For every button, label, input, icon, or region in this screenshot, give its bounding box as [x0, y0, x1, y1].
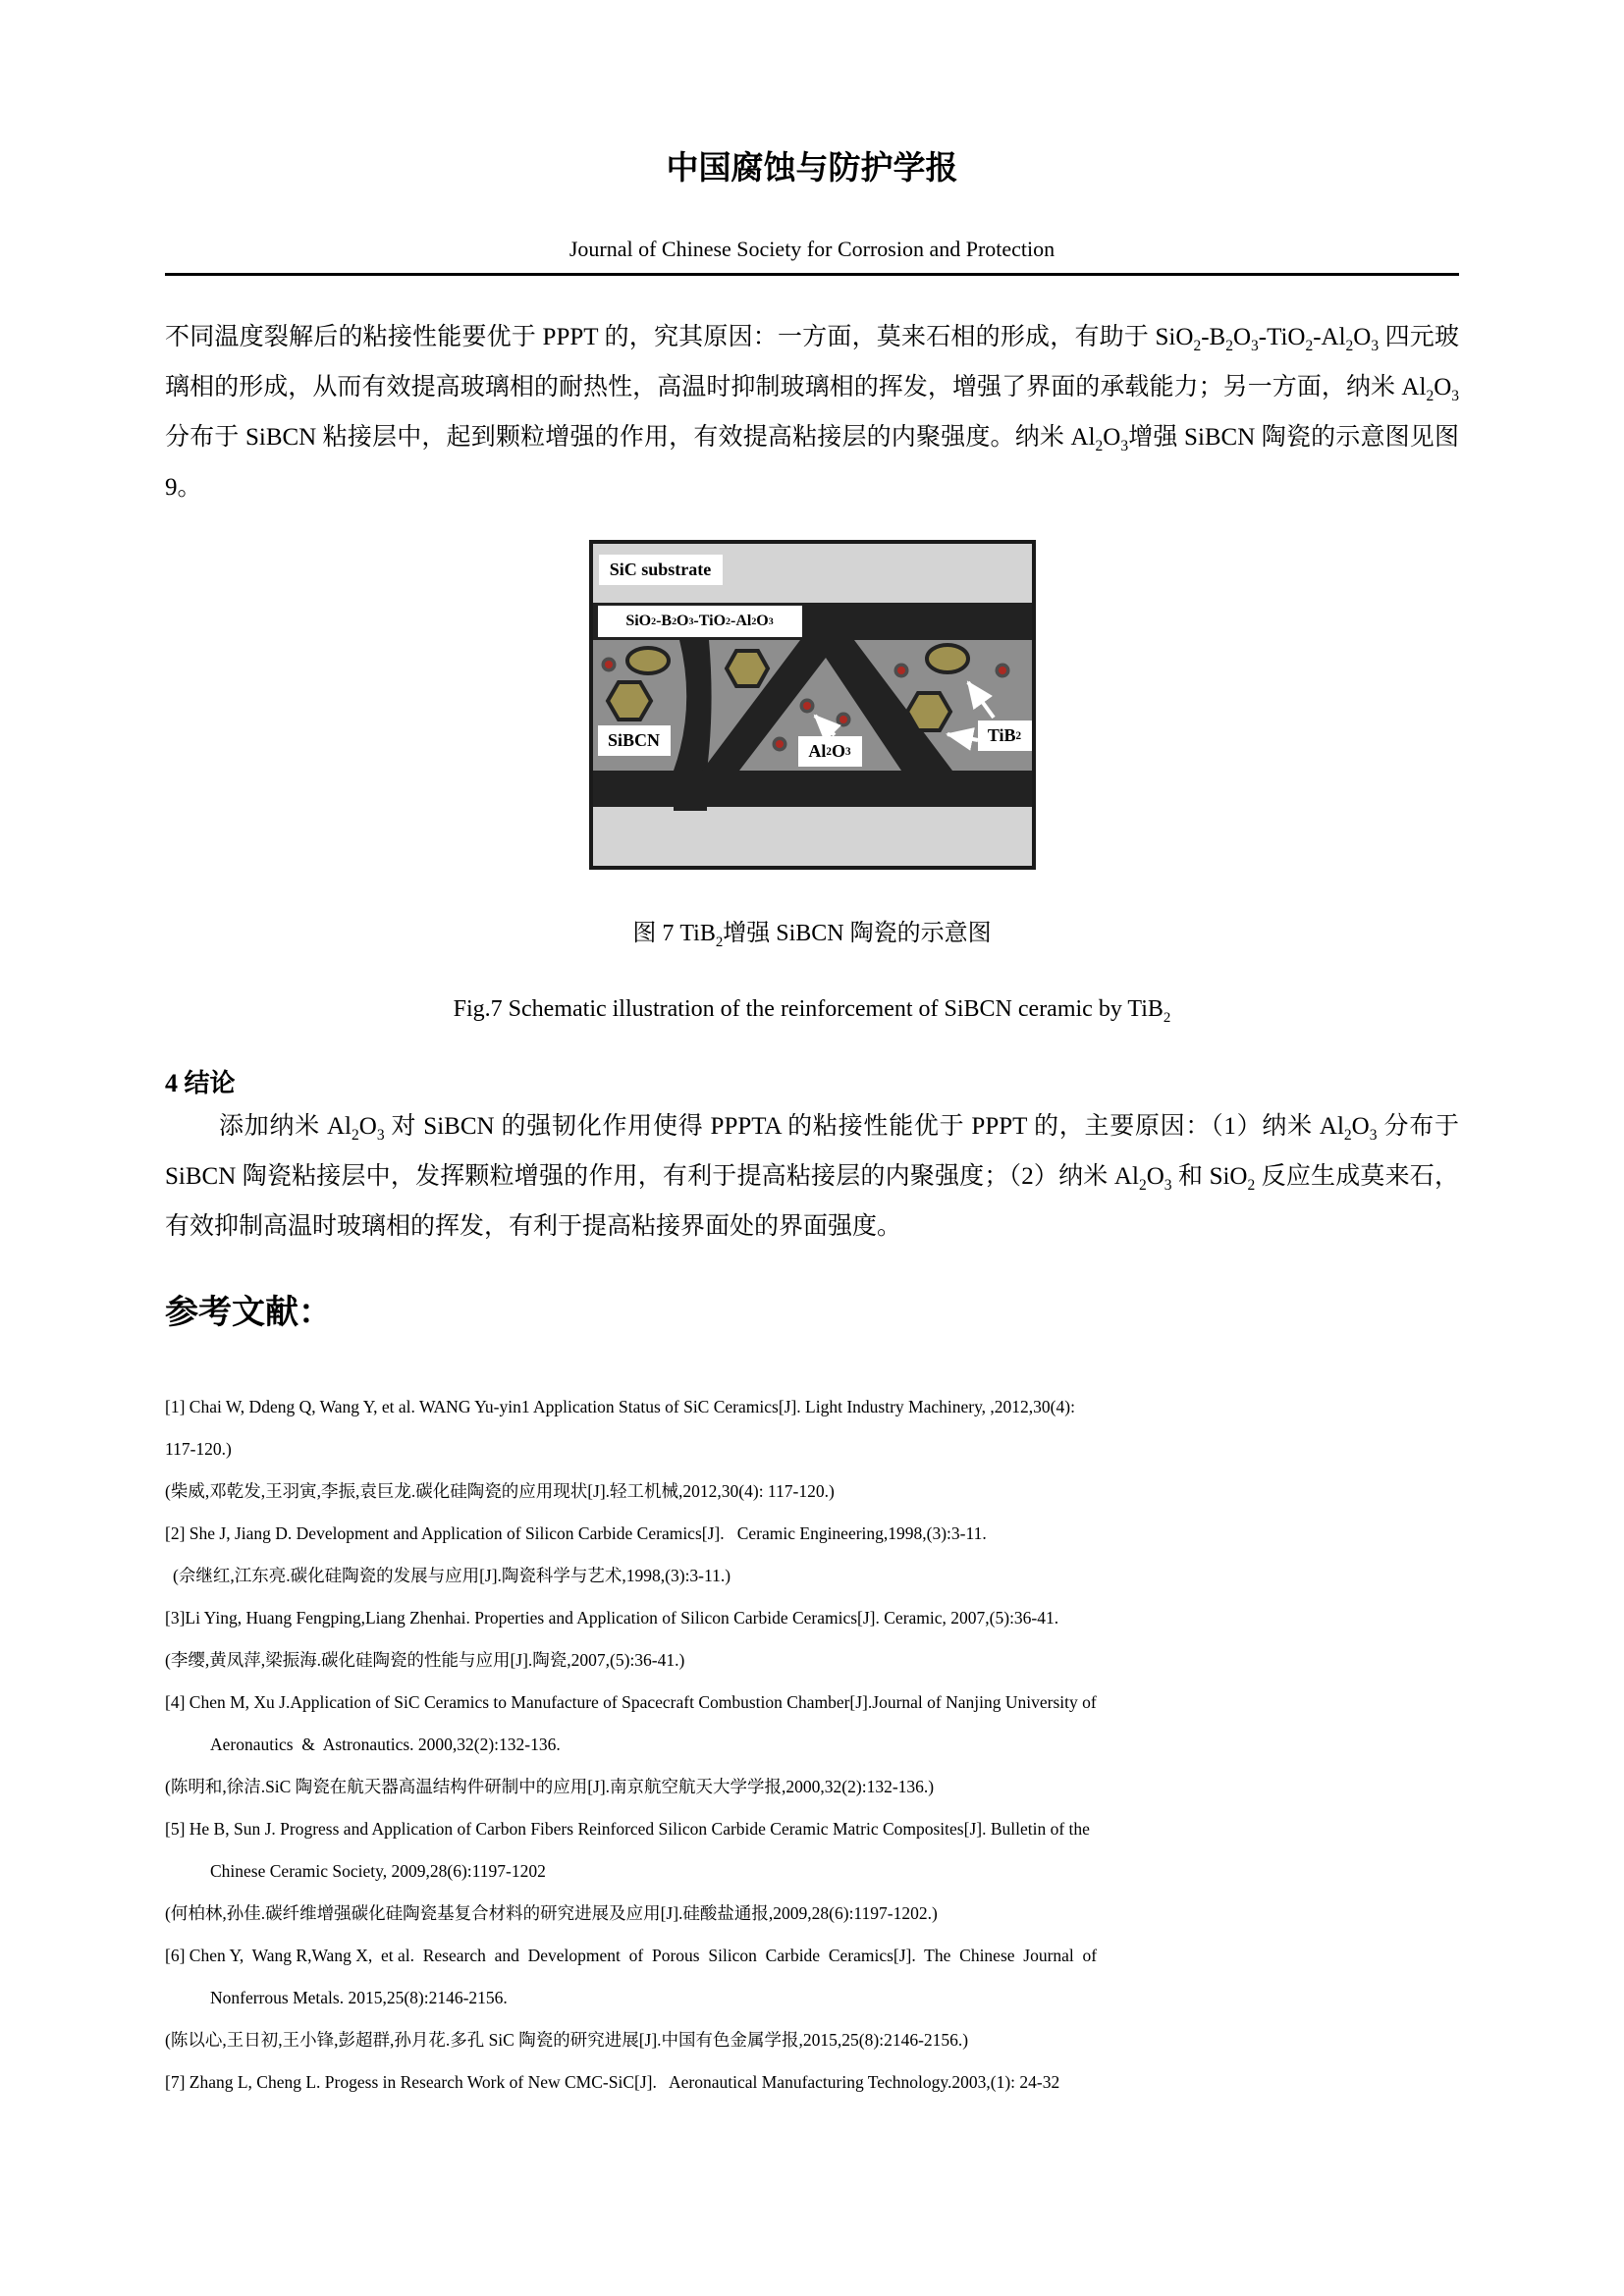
reference-line: Chinese Ceramic Society, 2009,28(6):1197-1202: [210, 1860, 546, 1881]
reference-line: (李缨,黄凤萍,梁振海.碳化硅陶瓷的性能与应用[J].陶瓷,2007,(5):36-41.): [165, 1649, 685, 1670]
tib2-ellipse-left: [627, 648, 669, 673]
figure-schematic: [589, 540, 1036, 870]
figure-caption-en: Fig.7 Schematic illustration of the reinforcement of SiBCN ceramic by TiB$_2$: [453, 995, 1171, 1026]
label-sic-substrate: SiC substrate: [599, 555, 723, 585]
label-glass-layer: SiO 2 -B 2 O 3 -TiO 2 -Al 2 O 3: [598, 606, 802, 637]
figure-caption-zh: 图 7 TiB$_2$增强 SiBCN 陶瓷的示意图: [632, 921, 992, 950]
reference-line: (柴威,邓乾发,王羽寅,李振,袁巨龙.碳化硅陶瓷的应用现状[J].轻工机械,2012,30(4): 117-120.): [165, 1480, 835, 1501]
journal-title: 中国腐蚀与防护学报: [666, 151, 958, 187]
reference-line: (陈以心,王日初,王小锋,彭超群,孙月花.多孔 SiC 陶瓷的研究进展[J].中国有色金属学报,2015,25(8):2146-2156.): [165, 2029, 969, 2050]
references-heading: 参考文献：: [165, 1293, 332, 1331]
lower-dark-band: [589, 771, 1036, 807]
tib2-ellipse-right: [927, 645, 968, 672]
reference-line: [1] Chai W, Ddeng Q, Wang Y, et al. WANG Yu-yin1 Application Status of SiC Ceramics[J]. Light Industry Machinery, ,2012,30(4):: [165, 1396, 1075, 1416]
tib2-hexagon-left: [608, 682, 651, 720]
reference-line: [5] He B, Sun J. Progress and Application of Carbon Fibers Reinforced Silicon Carbide Ceramic Matric Composites[J]. Bulletin of the: [165, 1818, 1090, 1839]
body-paragraph-1: 不同温度裂解后的粘接性能要优于 PPPT 的，究其原因：一方面，莫来石相的形成，有助于 $SiO_2-B_2O_3-TiO_2-Al_2O_3$ 四元玻璃相的形成，从而有效提高玻璃相的耐热性，高温时抑制玻璃相的挥发，增强了界面的承载能力；另一方面，纳米 $Al_2O_3$ 分布于 SiBCN 粘接层中，起到颗粒增强的作用，有效提高粘接层的内聚强度。纳米 $Al_2O_3$增强 SiBCN 陶瓷的示意图见图 9。: [165, 324, 1459, 501]
reference-line: [6] Chen Y, Wang R,Wang X, et al. Research and Development of Porous Silicon Carbide Ceramics[J]. The Chinese Journal of: [165, 1945, 1098, 1965]
reference-line: [4] Chen M, Xu J.Application of SiC Ceramics to Manufacture of Spacecraft Combustion Chamber[J].Journal of Nanjing University of: [165, 1691, 1097, 1712]
reference-line: Nonferrous Metals. 2015,25(8):2146-2156.: [210, 1987, 508, 2007]
reference-line: (何柏林,孙佳.碳纤维增强碳化硅陶瓷基复合材料的研究进展及应用[J].硅酸盐通报,2009,28(6):1197-1202.): [165, 1902, 938, 1923]
body-paragraph-2: 添加纳米 $Al_2O_3$ 对 SiBCN 的强韧化作用使得 PPPTA 的粘接性能优于 PPPT 的，主要原因：（1）纳米 $Al_2O_3$ 分布于 SiBCN 陶瓷粘接层中，发挥颗粒增强的作用，有利于提高粘接层的内聚强度；（2）纳米 $Al_2O_3$ 和 SiO$_2$ 反应生成莫来石，有效抑制高温时玻璃相的挥发，有利于提高粘接界面处的界面强度。: [165, 1112, 1459, 1240]
reference-line: 117-120.): [165, 1438, 232, 1459]
reference-line: [2] She J, Jiang D. Development and Application of Silicon Carbide Ceramics[J]. Ceramic Engineering,1998,(3):3-11.: [165, 1522, 987, 1543]
tib2-hexagon-right: [907, 693, 950, 730]
reference-line: Aeronautics & Astronautics. 2000,32(2):132-136.: [210, 1734, 561, 1754]
label-tib2: TiB 2: [978, 721, 1032, 751]
label-sibcn: SiBCN: [598, 725, 671, 756]
reference-line: (陈明和,徐洁.SiC 陶瓷在航天器高温结构件研制中的应用[J].南京航空航天大学学报,2000,32(2):132-136.): [165, 1776, 935, 1796]
reference-line: [7] Zhang L, Cheng L. Progess in Research Work of New CMC-SiC[J]. Aeronautical Manufacturing Technology.2003,(1): 24-32: [165, 2071, 1060, 2092]
references-list: [165, 1386, 1459, 2104]
reference-line: (佘继红,江东亮.碳化硅陶瓷的发展与应用[J].陶瓷科学与艺术,1998,(3):3-11.): [173, 1565, 731, 1585]
reference-line: [3]Li Ying, Huang Fengping,Liang Zhenhai. Properties and Application of Silicon Carbide Ceramics[J]. Ceramic, 2007,(5):36-41.: [165, 1607, 1059, 1628]
label-al2o3: Al 2 O 3: [798, 736, 862, 767]
figure-schematic-canvas: [589, 540, 1036, 870]
header-rule: [165, 273, 1459, 276]
journal-subtitle: Journal of Chinese Society for Corrosion and Protection: [568, 237, 1056, 261]
section-heading-conclusion: 4 结论: [165, 1068, 236, 1097]
tib2-hexagon-middle: [727, 651, 768, 686]
